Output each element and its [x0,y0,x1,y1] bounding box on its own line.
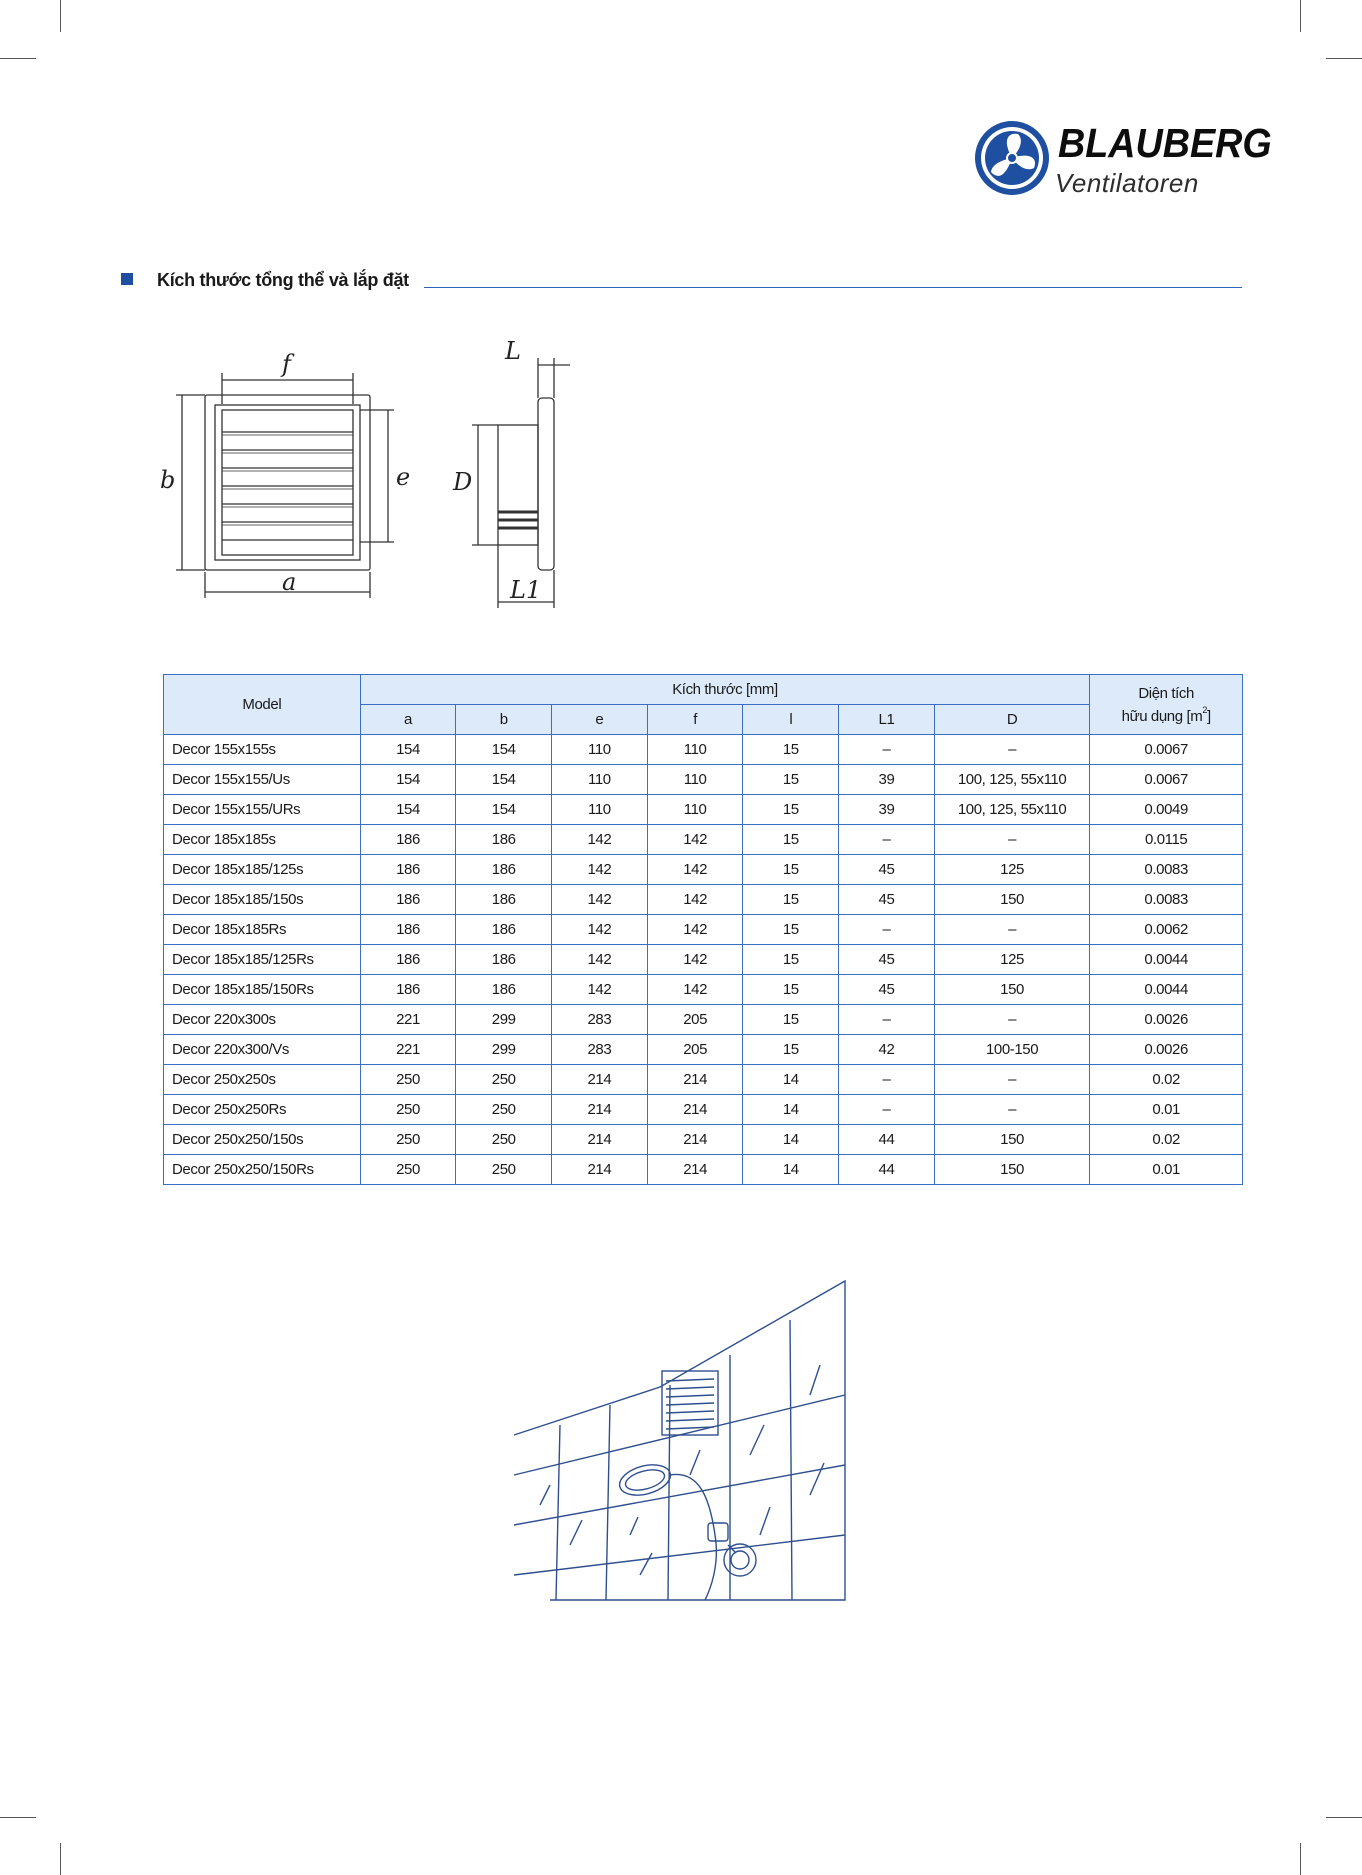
cell-b: 186 [456,945,552,975]
crop-mark [60,0,61,32]
cell-area: 0.02 [1090,1125,1243,1155]
header-area-line2: hữu dụng [m [1121,707,1203,725]
cell-l1: 45 [839,855,935,885]
cell-a: 186 [360,915,456,945]
cell-e: 142 [552,945,648,975]
cell-l1: 39 [839,795,935,825]
cell-area: 0.0026 [1090,1035,1243,1065]
table-body [164,735,1243,1185]
cell-e: 142 [552,975,648,1005]
cell-b: 299 [456,1005,552,1035]
cell-area: 0.0062 [1090,915,1243,945]
table-row [164,855,1243,885]
table-row [164,765,1243,795]
cell-b: 250 [456,1125,552,1155]
cell-l1: – [839,735,935,765]
cell-d: – [934,825,1090,855]
cell-area: 0.0083 [1090,855,1243,885]
brand-logo [972,118,1272,198]
cell-b: 154 [456,795,552,825]
cell-a: 186 [360,825,456,855]
cell-f: 110 [647,765,743,795]
cell-area: 0.0049 [1090,795,1243,825]
cell-a: 250 [360,1125,456,1155]
cell-a: 250 [360,1155,456,1185]
cell-a: 154 [360,735,456,765]
cell-l: 14 [743,1125,839,1155]
cell-f: 214 [647,1065,743,1095]
crop-mark [1300,1843,1301,1875]
cell-a: 221 [360,1005,456,1035]
cell-b: 186 [456,975,552,1005]
label-D: D [453,468,473,496]
cell-model: Decor 250x250Rs [164,1095,361,1125]
installation-illustration [510,1275,850,1615]
table-row [164,1095,1243,1125]
cell-area: 0.01 [1090,1155,1243,1185]
label-a: a [282,568,297,596]
cell-model: Decor 155x155/Us [164,765,361,795]
header-dimensions: Kích thước [mm] [360,675,1090,705]
cell-model: Decor 185x185Rs [164,915,361,945]
cell-area: 0.0026 [1090,1005,1243,1035]
label-f: f [282,350,291,378]
table-row [164,1125,1243,1155]
cell-f: 214 [647,1095,743,1125]
cell-l: 15 [743,945,839,975]
cell-e: 214 [552,1065,648,1095]
cell-d: 100-150 [934,1035,1090,1065]
cell-model: Decor 185x185/125s [164,855,361,885]
crop-mark [1300,0,1301,32]
cell-f: 142 [647,825,743,855]
cell-f: 142 [647,945,743,975]
brand-name: BLAUBERG [1058,120,1272,166]
cell-f: 214 [647,1155,743,1185]
cell-l1: 39 [839,765,935,795]
table-row [164,975,1243,1005]
header-col-f: f [647,705,743,735]
section-bullet [121,273,133,285]
cell-l: 15 [743,825,839,855]
cell-b: 299 [456,1035,552,1065]
cell-a: 186 [360,855,456,885]
cell-d: – [934,735,1090,765]
cell-d: 150 [934,1125,1090,1155]
cell-l1: – [839,1095,935,1125]
cell-l1: 45 [839,885,935,915]
cell-l1: 45 [839,975,935,1005]
cell-d: – [934,915,1090,945]
cell-b: 154 [456,735,552,765]
cell-d: 100, 125, 55x110 [934,795,1090,825]
cell-f: 214 [647,1125,743,1155]
cell-f: 110 [647,735,743,765]
cell-l1: 42 [839,1035,935,1065]
cell-f: 142 [647,855,743,885]
header-col-D: D [934,705,1090,735]
header-area [1090,675,1243,735]
dimensions-table [163,674,1243,1185]
cell-model: Decor 220x300s [164,1005,361,1035]
cell-l1: – [839,1005,935,1035]
cell-model: Decor 185x185s [164,825,361,855]
cell-area: 0.0067 [1090,735,1243,765]
cell-l: 15 [743,855,839,885]
cell-model: Decor 250x250/150Rs [164,1155,361,1185]
header-col-L1: L1 [839,705,935,735]
cell-a: 186 [360,975,456,1005]
cell-b: 186 [456,885,552,915]
cell-l1: 45 [839,945,935,975]
cell-e: 214 [552,1095,648,1125]
header-area-line1: Diện tích [1138,684,1194,702]
cell-e: 142 [552,915,648,945]
cell-l1: – [839,1065,935,1095]
crop-mark [1326,58,1362,59]
cell-l: 15 [743,795,839,825]
cell-b: 186 [456,855,552,885]
cell-d: 150 [934,975,1090,1005]
cell-e: 214 [552,1125,648,1155]
cell-f: 205 [647,1035,743,1065]
cell-e: 214 [552,1155,648,1185]
cell-b: 186 [456,915,552,945]
cell-e: 110 [552,765,648,795]
cell-l: 15 [743,765,839,795]
cell-l1: 44 [839,1155,935,1185]
brand-subtitle: Ventilatoren [1055,168,1199,198]
cell-area: 0.02 [1090,1065,1243,1095]
section-divider [424,287,1242,288]
cell-model: Decor 185x185/150s [164,885,361,915]
cell-l: 15 [743,1035,839,1065]
header-col-a: a [360,705,456,735]
cell-area: 0.0115 [1090,825,1243,855]
cell-e: 142 [552,885,648,915]
crop-mark [1326,1817,1362,1818]
table-row [164,945,1243,975]
cell-model: Decor 250x250/150s [164,1125,361,1155]
table-row [164,795,1243,825]
label-b: b [160,466,176,494]
cell-model: Decor 155x155s [164,735,361,765]
cell-d: 125 [934,945,1090,975]
cell-a: 250 [360,1065,456,1095]
cell-area: 0.0044 [1090,945,1243,975]
table-row [164,885,1243,915]
cell-e: 110 [552,735,648,765]
cell-b: 154 [456,765,552,795]
section-title: Kích thước tổng thể và lắp đặt [157,270,409,290]
cell-f: 110 [647,795,743,825]
cell-e: 283 [552,1035,648,1065]
table-row [164,1005,1243,1035]
cell-l: 15 [743,885,839,915]
header-model: Model [164,675,361,735]
cell-d: 150 [934,1155,1090,1185]
cell-area: 0.0044 [1090,975,1243,1005]
cell-model: Decor 155x155/URs [164,795,361,825]
header-area-sup: 2 [1202,704,1207,715]
cell-l: 14 [743,1095,839,1125]
fan-logo-icon [972,118,1052,198]
label-L1: L1 [510,576,542,604]
cell-d: 150 [934,885,1090,915]
cell-e: 283 [552,1005,648,1035]
crop-mark [0,1817,36,1818]
table-row [164,915,1243,945]
table-row [164,1065,1243,1095]
cell-e: 110 [552,795,648,825]
cell-area: 0.0083 [1090,885,1243,915]
header-col-e: e [552,705,648,735]
cell-l: 14 [743,1065,839,1095]
dimension-drawing [160,340,600,610]
cell-d: 100, 125, 55x110 [934,765,1090,795]
cell-l: 15 [743,975,839,1005]
cell-d: – [934,1065,1090,1095]
label-L: L [505,340,521,365]
crop-mark [0,58,36,59]
cell-a: 221 [360,1035,456,1065]
label-e: e [396,463,411,491]
crop-mark [60,1843,61,1875]
cell-d: – [934,1005,1090,1035]
table-row [164,1035,1243,1065]
table-row [164,735,1243,765]
cell-b: 250 [456,1065,552,1095]
cell-b: 250 [456,1155,552,1185]
cell-area: 0.01 [1090,1095,1243,1125]
cell-l1: 44 [839,1125,935,1155]
cell-f: 142 [647,975,743,1005]
table-row [164,1155,1243,1185]
header-col-l: l [743,705,839,735]
cell-l1: – [839,915,935,945]
cell-model: Decor 185x185/150Rs [164,975,361,1005]
header-area-end: ] [1206,707,1211,725]
cell-a: 154 [360,765,456,795]
cell-a: 250 [360,1095,456,1125]
cell-d: – [934,1095,1090,1125]
cell-l: 14 [743,1155,839,1185]
cell-a: 154 [360,795,456,825]
cell-a: 186 [360,885,456,915]
cell-l: 15 [743,915,839,945]
cell-f: 142 [647,915,743,945]
cell-model: Decor 250x250s [164,1065,361,1095]
cell-a: 186 [360,945,456,975]
cell-l: 15 [743,735,839,765]
header-col-b: b [456,705,552,735]
cell-b: 250 [456,1095,552,1125]
cell-model: Decor 220x300/Vs [164,1035,361,1065]
table-row [164,825,1243,855]
cell-model: Decor 185x185/125Rs [164,945,361,975]
cell-b: 186 [456,825,552,855]
cell-f: 142 [647,885,743,915]
cell-d: 125 [934,855,1090,885]
cell-l: 15 [743,1005,839,1035]
cell-e: 142 [552,855,648,885]
cell-e: 142 [552,825,648,855]
cell-f: 205 [647,1005,743,1035]
cell-l1: – [839,825,935,855]
cell-area: 0.0067 [1090,765,1243,795]
